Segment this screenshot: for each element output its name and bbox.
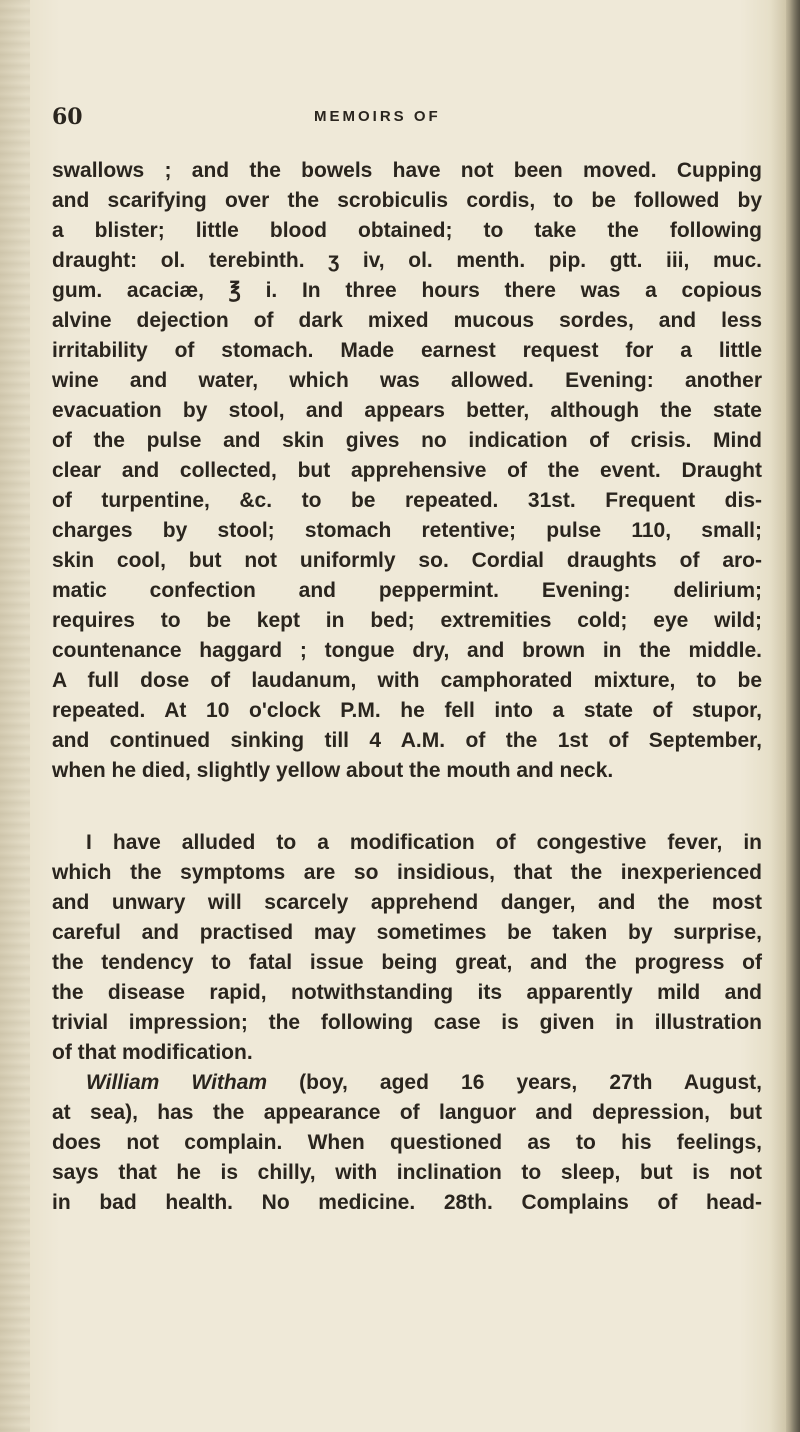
paragraph-gap — [52, 786, 762, 828]
paragraph-case-continuation — [52, 156, 762, 786]
text-line: careful and practised may sometimes be taken by surprise, — [52, 921, 762, 944]
text-line: irritability of stomach. Made earnest request for a little — [52, 339, 762, 362]
text-line: does not complain. When questioned as to his feelings, — [52, 1131, 762, 1154]
page-left-edge — [0, 0, 30, 1432]
text-line: skin cool, but not uniformly so. Cordial draughts of aro- — [52, 549, 762, 572]
text-line — [52, 1068, 762, 1098]
text-line: requires to be kept in bed; extremities cold; eye wild; — [52, 609, 762, 632]
text-line: charges by stool; stomach retentive; pulse 110, small; — [52, 519, 762, 542]
running-head: MEMOIRS OF — [314, 108, 441, 125]
paragraph-congestive-fever — [52, 828, 762, 1068]
text-line: clear and collected, but apprehensive of the event. Draught — [52, 459, 762, 482]
text-line: the tendency to fatal issue being great, and the progress of — [52, 951, 762, 974]
text-line: matic confection and peppermint. Evening: delirium; — [52, 579, 762, 602]
text-line: at sea), has the appearance of languor and depression, but — [52, 1101, 762, 1124]
text-line: draught: ol. terebinth. ʒ iv, ol. menth. pip. gtt. iii, muc. — [52, 249, 762, 272]
text-line: swallows ; and the bowels have not been moved. Cupping — [52, 159, 762, 182]
text-line: and scarifying over the scrobiculis cordis, to be followed by — [52, 189, 762, 212]
page-right-edge — [786, 0, 800, 1432]
patient-name: William Witham — [86, 1071, 268, 1094]
text-line: gum. acaciæ, ℥ i. In three hours there was a copious — [52, 279, 762, 302]
text-line: I have alluded to a modification of congestive fever, in — [86, 831, 762, 854]
text-line: says that he is chilly, with inclination to sleep, but is not — [52, 1161, 762, 1184]
body-text — [52, 156, 762, 1218]
text-line: and continued sinking till 4 A.M. of the 1st of September, — [52, 729, 762, 752]
text-line: evacuation by stool, and appears better, although the state — [52, 399, 762, 422]
text-line: repeated. At 10 o'clock P.M. he fell into a state of stupor, — [52, 699, 762, 722]
text-line: of turpentine, &c. to be repeated. 31st. Frequent dis- — [52, 489, 762, 512]
text-line: and unwary will scarcely apprehend danger, and the most — [52, 891, 762, 914]
text-line: a blister; little blood obtained; to take the following — [52, 219, 762, 242]
text-line: in bad health. No medicine. 28th. Complains of head- — [52, 1191, 762, 1214]
text-line: of that modification. — [52, 1041, 253, 1064]
page-header — [52, 104, 752, 138]
page-number: 60 — [52, 104, 83, 130]
paragraph-case-william-witham — [52, 1068, 762, 1218]
text-line: trivial impression; the following case is given in illustration — [52, 1011, 762, 1034]
text-line: alvine dejection of dark mixed mucous sordes, and less — [52, 309, 762, 332]
text-line: countenance haggard ; tongue dry, and brown in the middle. — [52, 639, 762, 662]
text-line-rest: (boy, aged 16 years, 27th August, — [267, 1071, 762, 1094]
text-line: when he died, slightly yellow about the mouth and neck. — [52, 759, 614, 782]
text-line: which the symptoms are so insidious, that the inexperienced — [52, 861, 762, 884]
text-line: of the pulse and skin gives no indication of crisis. Mind — [52, 429, 762, 452]
text-line: wine and water, which was allowed. Evening: another — [52, 369, 762, 392]
text-line: A full dose of laudanum, with camphorated mixture, to be — [52, 669, 762, 692]
text-line: the disease rapid, notwithstanding its apparently mild and — [52, 981, 762, 1004]
